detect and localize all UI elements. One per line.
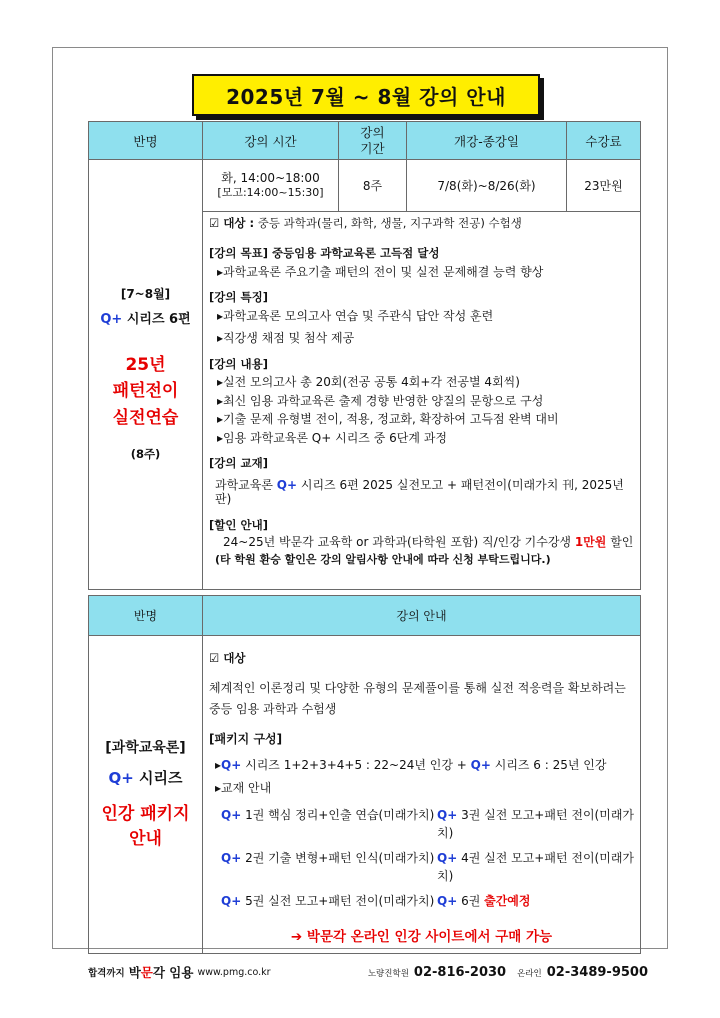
schedule-table xyxy=(88,121,641,590)
footer-slogan: 합격까지 xyxy=(88,968,125,979)
book-item: Q+ 5권 실전 모고+패턴 전이(미래가치) xyxy=(221,893,435,908)
header-time: 강의 시간 xyxy=(203,122,339,160)
footer xyxy=(88,962,648,982)
goal-item: ▸과학교육론 주요기출 패턴의 전이 및 실전 문제해결 능력 향상 xyxy=(217,264,544,279)
time-main: 화, 14:00~18:00 xyxy=(221,170,320,185)
header-class: 반명 xyxy=(89,596,203,636)
package-table xyxy=(88,595,641,954)
content-title: [강의 내용] xyxy=(209,356,268,371)
class-name-cell xyxy=(89,160,203,590)
class-title-3: 실전연습 xyxy=(112,407,179,428)
footer-contacts xyxy=(368,965,648,980)
footer-label-online: 온라인 xyxy=(517,968,542,979)
page-title: 2025년 7월 ~ 8월 강의 안내 xyxy=(192,74,540,116)
duration-cell: 8주 xyxy=(339,160,407,212)
package-header-row xyxy=(89,596,641,636)
package-title: 인강 패키지 안내 xyxy=(101,803,190,850)
package-target-label: ☑ 대상 xyxy=(209,651,246,665)
time-cell xyxy=(203,160,339,212)
content-item: ▸최신 임용 과학교육론 출제 경향 반영한 양질의 문항으로 구성 xyxy=(217,393,544,408)
footer-brand xyxy=(88,963,271,981)
book-list xyxy=(209,806,634,911)
header-class: 반명 xyxy=(89,122,203,160)
details-cell xyxy=(203,212,641,590)
brand-logo: 박문각 임용 xyxy=(128,965,194,980)
schedule-row xyxy=(89,160,641,212)
fee-cell: 23만원 xyxy=(567,160,641,212)
dates-cell: 7/8(화)~8/26(화) xyxy=(407,160,567,212)
discount-line: 24~25년 박문각 교육학 or 과학과(타학원 포함) 직/인강 기수강생 1만원 할인 xyxy=(223,535,634,550)
time-mock: [모고:14:00~15:30] xyxy=(217,186,324,200)
content-item: ▸기출 문제 유형별 전이, 적용, 정교화, 확장하여 고득점 완벽 대비 xyxy=(217,412,559,427)
goal-title: [강의 목표] 중등임용 과학교육론 고득점 달성 xyxy=(209,245,440,260)
package-info-cell xyxy=(203,636,641,954)
book-item: Q+ 2권 기출 변형+패턴 인식(미래가치) xyxy=(221,850,435,865)
header-duration: 강의 기간 xyxy=(339,122,407,160)
class-weeks: (8주) xyxy=(130,447,161,462)
book-line: 과학교육론 Q+ 시리즈 6편 2025 실전모고 + 패턴전이(미래가치 刊, 2025년판) xyxy=(215,477,624,507)
package-series: Q+ 시리즈 xyxy=(108,768,183,787)
package-name-cell xyxy=(89,636,203,954)
discount-note: (타 학원 환승 할인은 강의 알림사항 안내에 따라 신청 부탁드립니다.) xyxy=(215,552,551,566)
book-item: Q+ 6권 출간예정 xyxy=(437,893,531,908)
book-title: [강의 교재] xyxy=(209,455,268,470)
package-composition: ▸Q+ 시리즈 1+2+3+4+5 : 22~24년 인강 + Q+ 시리즈 6 : 25년 인강 xyxy=(215,758,607,773)
package-row xyxy=(89,636,641,954)
feature-item: ▸과학교육론 모의고사 연습 및 주관식 답안 작성 훈련 xyxy=(217,308,494,323)
feature-item: ▸직강생 채점 및 첨삭 제공 xyxy=(217,331,355,346)
footer-url[interactable]: www.pmg.co.kr xyxy=(197,966,271,978)
schedule-header-row xyxy=(89,122,641,160)
package-category: [과학교육론] xyxy=(105,739,186,756)
header-fee: 수강료 xyxy=(567,122,641,160)
footer-phone-offline[interactable]: 02-816-2030 xyxy=(413,964,507,980)
discount-title: [할인 안내] xyxy=(209,517,268,532)
class-term: [7~8월] xyxy=(120,287,171,302)
header-dates: 개강-종강일 xyxy=(407,122,567,160)
content-item: ▸실전 모의고사 총 20회(전공 공통 4회+각 전공별 4회씩) xyxy=(217,375,520,390)
feature-title: [강의 특징] xyxy=(209,289,268,304)
book-item: Q+ 1권 핵심 정리+인출 연습(미래가치) xyxy=(221,807,435,822)
book-label: ▸교재 안내 xyxy=(215,781,272,795)
footer-label-offline: 노량진학원 xyxy=(367,968,409,979)
purchase-cta[interactable]: ➔ 박문각 온라인 인강 사이트에서 구매 가능 xyxy=(290,928,553,945)
class-series: Q+ 시리즈 6편 xyxy=(100,311,191,327)
class-title-1: 25년 xyxy=(125,355,166,376)
package-target-text: 체계적인 이론정리 및 다양한 유형의 문제풀이를 통해 실전 적응력을 확보하려는 중등 임용 과학과 수험생 xyxy=(209,680,626,716)
content-item: ▸임용 과학교육론 Q+ 시리즈 중 6단계 과정 xyxy=(217,430,447,445)
header-info: 강의 안내 xyxy=(203,596,641,636)
package-title-line: [패키지 구성] xyxy=(209,731,283,746)
class-title-2: 패턴전이 xyxy=(112,381,179,402)
book-item: Q+ 3권 실전 모고+패턴 전이(미래가치) xyxy=(437,807,634,841)
target-line: ☑ 대상 : 중등 과학과(물리, 화학, 생물, 지구과학 전공) 수험생 xyxy=(209,216,522,230)
book-item: Q+ 4권 실전 모고+패턴 전이(미래가치) xyxy=(437,850,634,884)
footer-phone-online[interactable]: 02-3489-9500 xyxy=(546,964,648,980)
